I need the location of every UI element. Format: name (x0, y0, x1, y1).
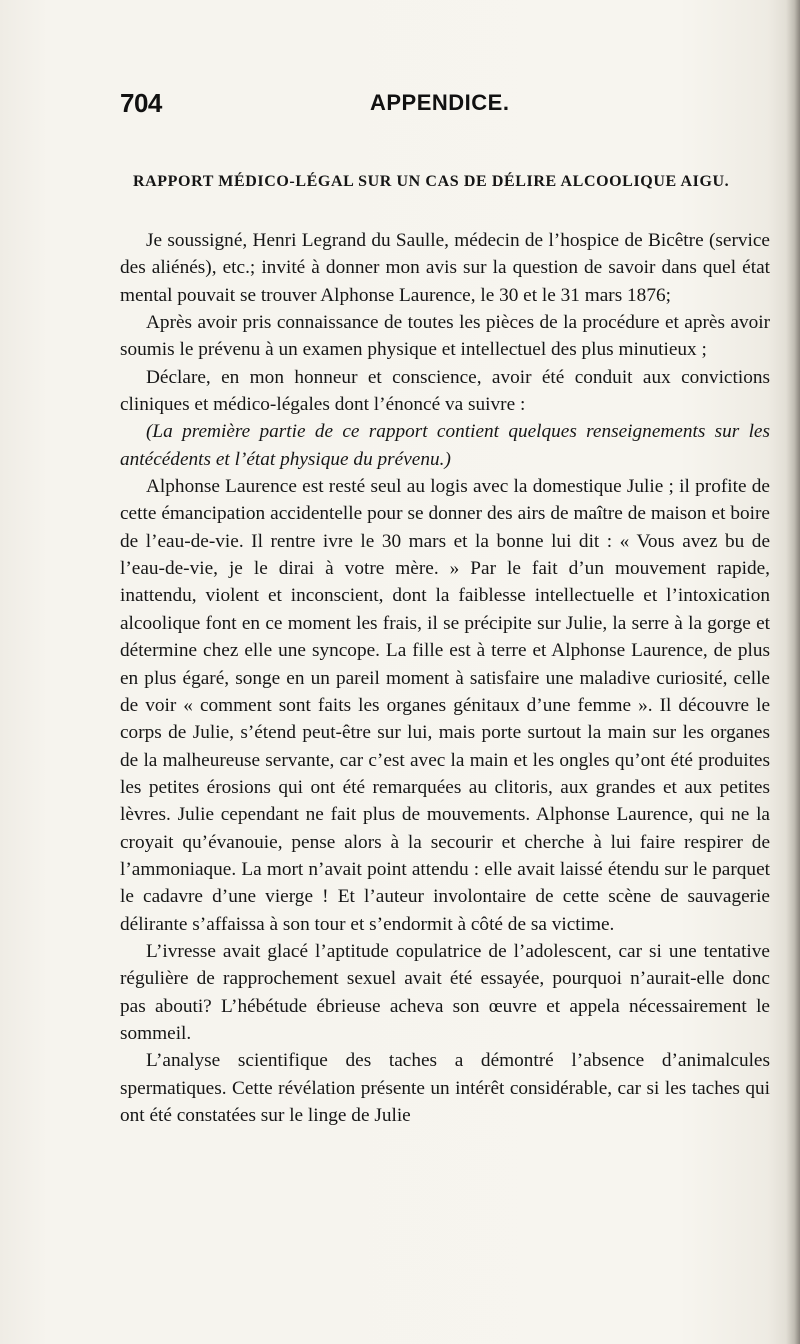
running-header (120, 88, 740, 122)
paragraph: Déclare, en mon honneur et conscience, avoir été conduit aux convictions cliniques et médico-légales dont l’énoncé va suivre : (120, 366, 770, 416)
paragraph: L’ivresse avait glacé l’aptitude copulatrice de l’adolescent, car si une tentative régulière de rapprochement sexuel avait été essayée, pourquoi n’aurait-elle donc pas abouti? L’hébétude ébrieuse acheva son œuvre et appela nécessairement le sommeil. (120, 940, 770, 1044)
paragraph: Après avoir pris connaissance de toutes les pièces de la procédure et après avoir soumis le prévenu à un examen physique et intellectuel des plus minutieux ; (120, 312, 770, 361)
page-number: 704 (120, 88, 162, 118)
page-edge-shadow (786, 0, 800, 1344)
paragraph: Alphonse Laurence est resté seul au logis avec la domestique Julie ; il profite de cette émancipation accidentelle pour se donner des airs de maître de maison et boire de l’eau-de-vie. Il rentre ivre le 30 mars et la bonne lui dit : « Vous avez bu de l’eau-de-vie, je le dirai à votre mère. » Par le fait d’un mouvement rapide, inattendu, violent et inconscient, dont la faiblesse intellectuelle et l’intoxication alcoolique font en ce moment les frais, il se précipite sur Julie, la serre à la gorge et détermine chez elle une syncope. La fille est à terre et Alphonse Laurence, de plus en plus égaré, songe en un pareil moment à satisfaire une maladive curiosité, celle de voir « comment sont faits les organes génitaux d’une femme ». Il découvre le corps de Julie, s’étend peut-être sur lui, mais porte surtout la main sur les organes de la malheureuse servante, car c’est avec la main et les ongles qu’ont été produites les petites érosions qui ont été remarquées au clitoris, aux grandes et aux petites lèvres. Julie cependant ne fait plus de mouvements. Alphonse Laurence, qui ne la croyait qu’évanouie, pense alors à la secourir et cherche à lui faire respirer de l’ammoniaque. La mort n’avait point attendu : elle avait laissé étendu sur le parquet le cadavre d’une vierge ! Et l’auteur involontaire de cette scène de sauvagerie délirante s’affaissa à son tour et s’endormit à côté de sa victime. (120, 476, 770, 935)
paragraph: Je soussigné, Henri Legrand du Saulle, médecin de l’hospice de Bicêtre (service des aliénés), etc.; invité à donner mon avis sur la question de savoir dans quel état mental pouvait se trouver Alphonse Laurence, le 30 et le 31 mars 1876; (120, 230, 770, 306)
italic-note-paragraph: (La première partie de ce rapport contient quelques renseignements sur les antécédents et l’état physique du prévenu.) (120, 421, 770, 470)
body-text (120, 227, 770, 1129)
paragraph: L’analyse scientifique des taches a démontré l’absence d’animalcules spermatiques. Cette révélation présente un intérêt considérable, car si les taches qui ont été constatées sur le linge de Julie (120, 1050, 770, 1126)
section-title: RAPPORT MÉDICO-LÉGAL SUR UN CAS DE DÉLIRE ALCOOLIQUE AIGU. (133, 173, 730, 190)
running-title: APPENDICE. (370, 90, 510, 115)
